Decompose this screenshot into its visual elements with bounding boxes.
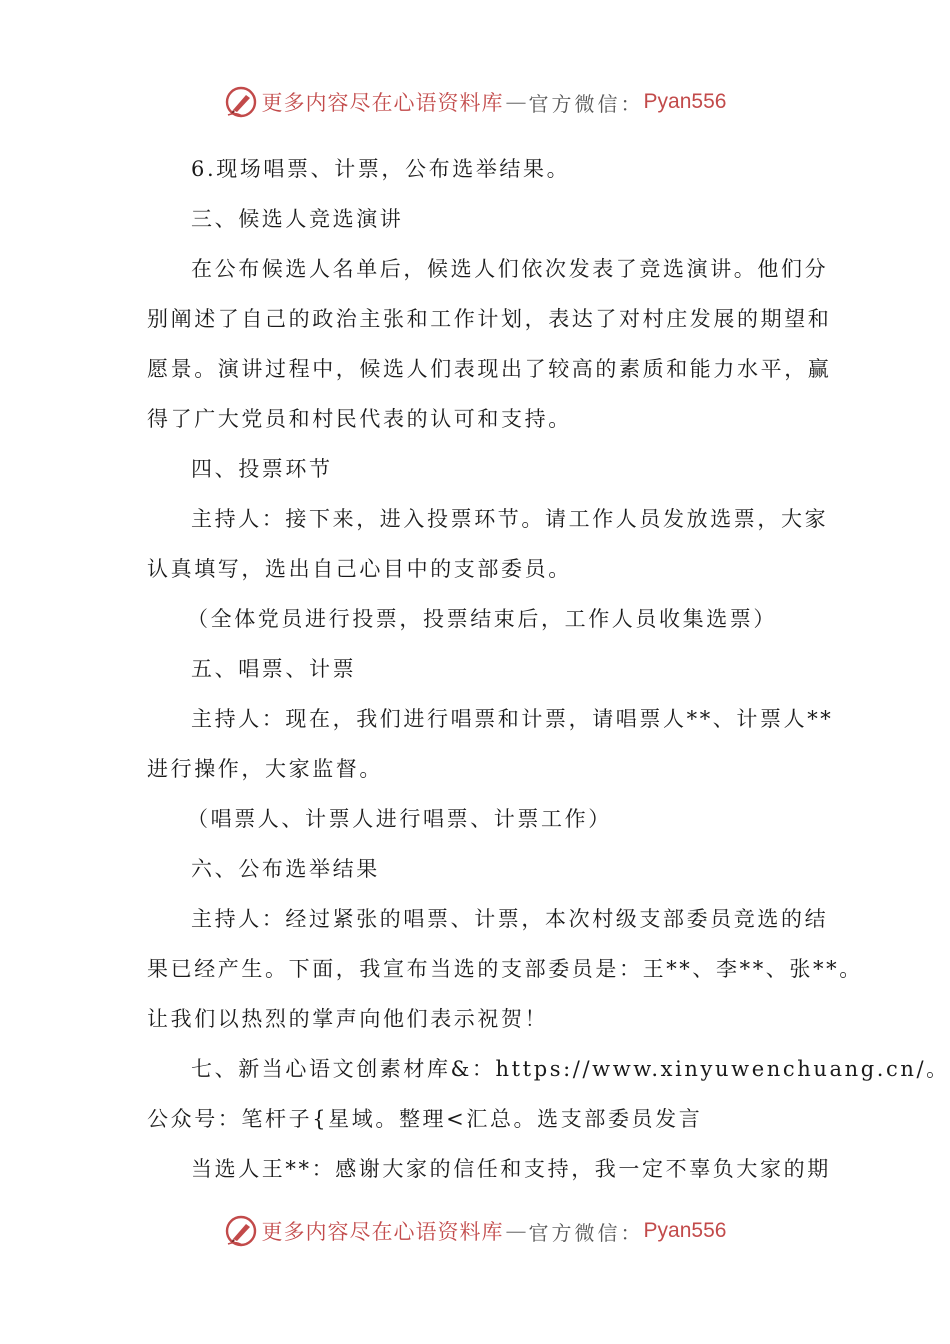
paragraph-line: 主持人：现在，我们进行唱票和计票，请唱票人**、计票人**	[191, 707, 834, 731]
paragraph-line: 6.现场唱票、计票，公布选举结果。	[191, 157, 571, 181]
paragraph-line: 认真填写，选出自己心目中的支部委员。	[147, 557, 572, 581]
pen-logo-icon	[224, 1214, 258, 1248]
separator-dash: —	[505, 90, 527, 114]
paragraph-line: 在公布候选人名单后，候选人们依次发表了竞选演讲。他们分	[191, 257, 829, 281]
wechat-label: 官方微信：	[528, 1220, 644, 1245]
footer-banner	[0, 1211, 950, 1251]
section-heading: 四、投票环节	[191, 457, 333, 481]
wechat-id: Pyan556	[643, 90, 727, 113]
paragraph-line: 别阐述了自己的政治主张和工作计划，表达了对村庄发展的期望和	[147, 307, 832, 331]
stage-direction: （全体党员进行投票，投票结束后，工作人员收集选票）	[187, 607, 777, 631]
paragraph-line: 当选人王**：感谢大家的信任和支持，我一定不辜负大家的期	[191, 1157, 831, 1181]
paragraph-line: 主持人：经过紧张的唱票、计票，本次村级支部委员竞选的结	[191, 907, 829, 931]
section-heading: 三、候选人竞选演讲	[191, 207, 404, 231]
wechat-id: Pyan556	[643, 1219, 727, 1242]
stage-direction: （唱票人、计票人进行唱票、计票工作）	[187, 807, 612, 831]
section-heading: 五、唱票、计票	[191, 657, 357, 681]
wechat-label: 官方微信：	[528, 91, 644, 116]
paragraph-line: 让我们以热烈的掌声向他们表示祝贺！	[147, 1007, 549, 1031]
header-banner	[0, 82, 950, 122]
paragraph-line: 果已经产生。下面，我宣布当选的支部委员是：王**、李**、张**。	[147, 957, 863, 981]
brand-text: 更多内容尽在心语资料库	[261, 91, 504, 115]
paragraph-line: 得了广大党员和村民代表的认可和支持。	[147, 407, 572, 431]
brand-text: 更多内容尽在心语资料库	[261, 1220, 504, 1244]
pen-logo-icon	[224, 85, 258, 119]
paragraph-line: 公众号：笔杆子{星域。整理<汇总。选支部委员发言	[147, 1107, 703, 1131]
paragraph-line: 主持人：接下来，进入投票环节。请工作人员发放选票，大家	[191, 507, 829, 531]
section-heading: 六、公布选举结果	[191, 857, 380, 881]
section-heading: 七、新当心语文创素材库&：https://www.xinyuwenchuang.cn/。	[191, 1057, 950, 1081]
paragraph-line: 进行操作，大家监督。	[147, 757, 383, 781]
separator-dash: —	[505, 1219, 527, 1243]
paragraph-line: 愿景。演讲过程中，候选人们表现出了较高的素质和能力水平，赢	[147, 357, 832, 381]
